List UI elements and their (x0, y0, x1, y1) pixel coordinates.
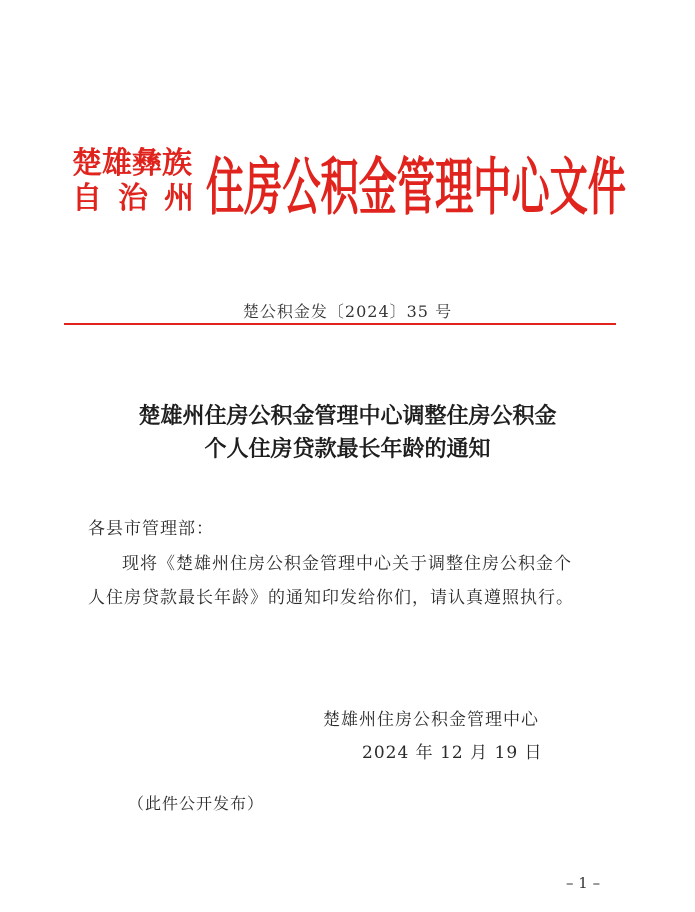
body-paragraph (88, 547, 618, 615)
notice-title-line2: 个人住房贷款最长年龄的通知 (204, 436, 491, 462)
page-number: – 1 – (566, 874, 601, 892)
salutation: 各县市管理部： (88, 519, 214, 539)
issue-date: 2024 年 12 月 19 日 (362, 743, 543, 763)
header-org-line1: 楚雄彝族 (72, 146, 192, 181)
notice-title-line1: 楚雄州住房公积金管理中心调整住房公积金 (138, 403, 557, 429)
body-line2: 人住房贷款最长年龄》的通知印发给你们，请认真遵照执行。 (88, 588, 574, 608)
document-number: 楚公积金发〔2024〕35 号 (242, 302, 453, 321)
body-line1: 现将《楚雄州住房公积金管理中心关于调整住房公积金个 (122, 554, 572, 574)
header-org-name (72, 146, 210, 218)
publication-note: （此件公开发布） (128, 794, 265, 813)
header-org-line2: 自治州 (72, 181, 210, 216)
header-main-title: 住房公积金管理中心文件 (206, 150, 626, 224)
red-divider (64, 323, 616, 325)
signature-issuer: 楚雄州住房公积金管理中心 (323, 710, 539, 730)
notice-title (0, 400, 695, 466)
